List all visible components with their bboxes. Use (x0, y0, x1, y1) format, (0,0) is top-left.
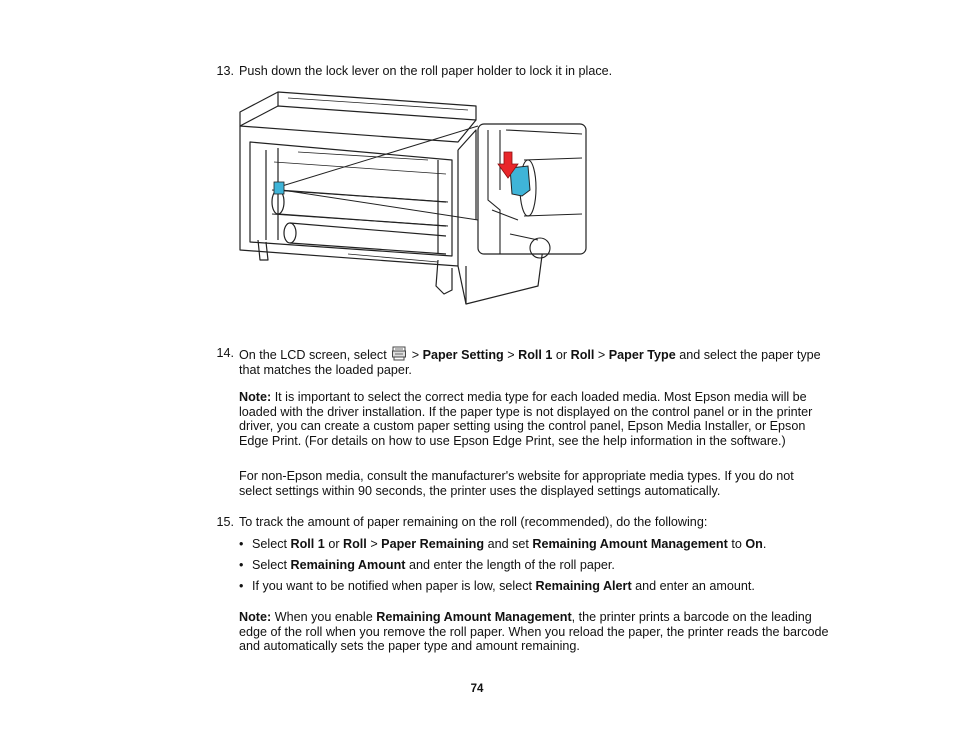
note-t2: , the printer prints a barcode on the leading edge of the roll when you remove the roll paper. When you reload the paper, the printer reads the barcode and automatically sets the paper type and amount remaining. (239, 610, 829, 654)
step-15-note (239, 610, 829, 654)
step-14-note (239, 390, 829, 448)
note-text: It is important to select the correct media type for each loaded media. Most Epson media will be loaded with the driver installation. If the paper type is not displayed on the control panel or in the printer driver, you can create a custom paper setting using the control panel, Epson Media Installer, or Epson Edge Print. (For details on how to use Epson Edge Print, see the help information in the software.) (239, 390, 813, 448)
b1-t1: Select (252, 537, 288, 551)
bullet-1-text (252, 537, 766, 552)
step-14-b3: Roll (570, 348, 595, 362)
b1-t5: to (731, 537, 742, 551)
step-14-b2: Roll 1 (518, 348, 553, 362)
note-b1: Remaining Amount Management (376, 610, 572, 624)
bullet-3-text (252, 579, 755, 594)
b3-t1: If you want to be notified when paper is low, select (252, 579, 533, 593)
paper-setting-menu-icon (392, 346, 406, 361)
step-14-t5: > (597, 348, 606, 362)
step-14-t6: and select the paper type that matches the loaded paper. (239, 348, 821, 377)
b2-t1: Select (252, 558, 288, 572)
b1-b1: Roll 1 (290, 537, 325, 551)
bullet-dot: • (239, 579, 244, 593)
bullet-2-text (252, 558, 615, 573)
step-15-text: To track the amount of paper remaining on the roll (recommended), do the following: (239, 515, 708, 529)
printer-illustration (238, 90, 590, 306)
note-label: Note: (239, 390, 272, 404)
b2-t2: and enter the length of the roll paper. (409, 558, 615, 572)
step-14-b4: Paper Type (608, 348, 676, 362)
bullet-dot: • (239, 537, 244, 551)
b1-b3: Paper Remaining (381, 537, 485, 551)
step-13-text: Push down the lock lever on the roll paper holder to lock it in place. (239, 64, 613, 78)
b2-b1: Remaining Amount (290, 558, 406, 572)
step-14-t3: > (507, 348, 515, 362)
b3-t2: and enter an amount. (635, 579, 755, 593)
step-14-number: 14. (216, 346, 234, 360)
step-14-b1: Paper Setting (422, 348, 504, 362)
note-label: Note: (239, 610, 272, 624)
step-14-t1: On the LCD screen, select (239, 348, 387, 362)
non-epson-paragraph: For non-Epson media, consult the manufacturer's website for appropriate media types. If you do not select settings within 90 seconds, the printer uses the displayed settings automatically. (239, 469, 794, 498)
step-14-t4: or (555, 348, 568, 362)
step-15-number: 15. (216, 515, 234, 529)
step-13-number: 13. (216, 64, 234, 78)
step-14-text (239, 346, 829, 377)
b1-t2: or (328, 537, 340, 551)
note-t1: When you enable (274, 610, 373, 624)
b1-t4: and set (487, 537, 529, 551)
bullet-dot: • (239, 558, 244, 572)
page-number: 74 (470, 683, 484, 695)
b1-b4: Remaining Amount Management (532, 537, 728, 551)
b1-b5: On (745, 537, 763, 551)
b1-b2: Roll (343, 537, 367, 551)
step-14-t2: > (411, 348, 420, 362)
b3-b1: Remaining Alert (535, 579, 632, 593)
b1-t3: > (370, 537, 378, 551)
b1-t6: . (762, 537, 767, 551)
